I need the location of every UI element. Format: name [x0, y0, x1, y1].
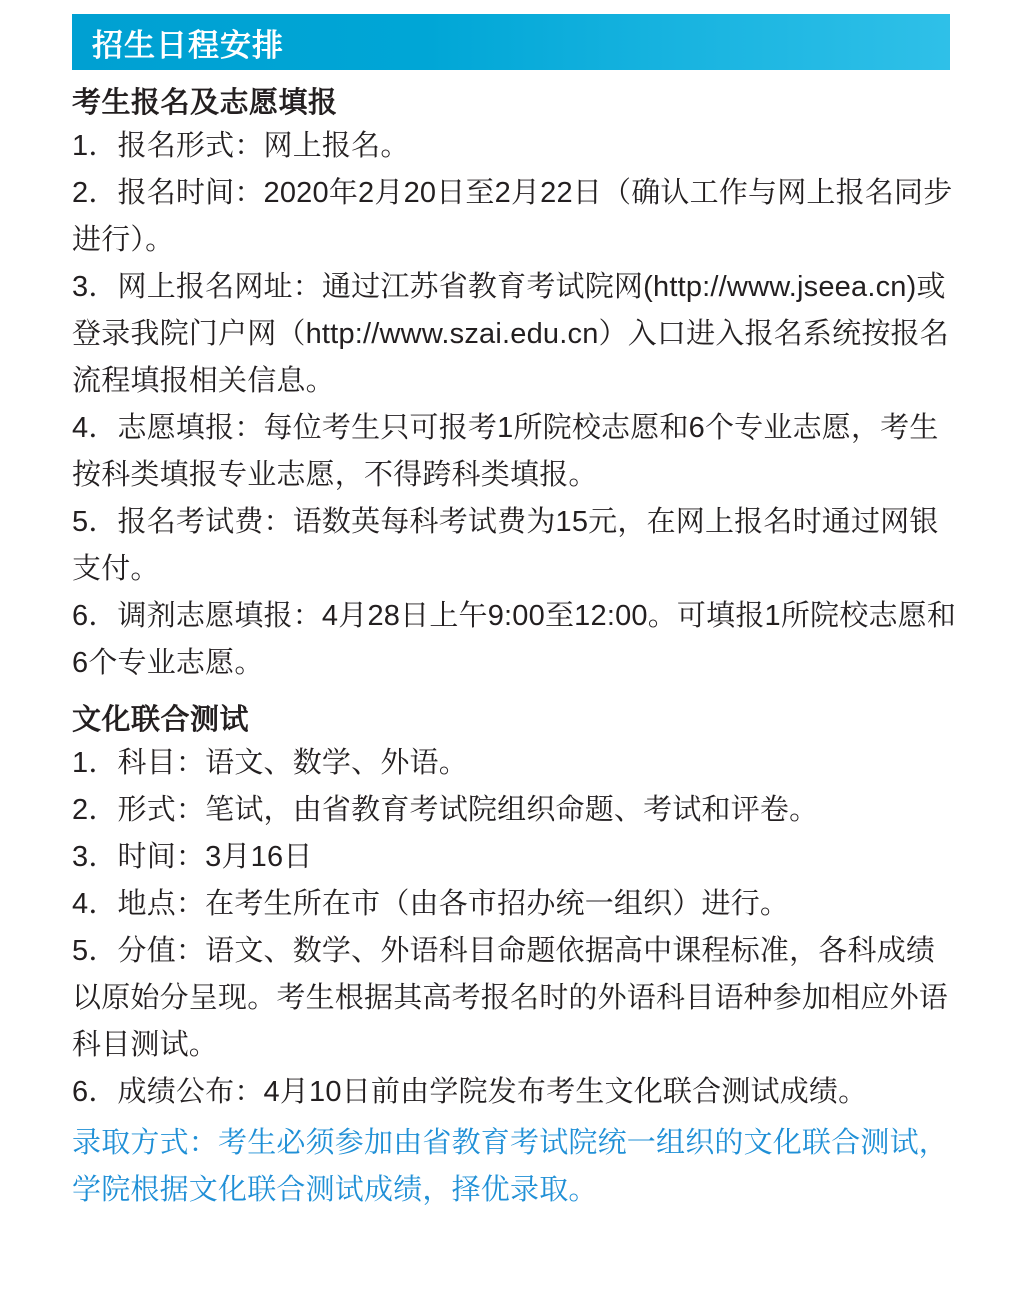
banner-title: 招生日程安排	[92, 27, 284, 63]
list-item: 5．分值：语文、数学、外语科目命题依据高中课程标准，各科成绩以原始分呈现。考生根据其高考报名时的外语科目语种参加相应外语科目测试。	[72, 935, 949, 1061]
list-item: 5．报名考试费：语数英每科考试费为15元，在网上报名时通过网银支付。	[72, 506, 939, 585]
section-heading: 考生报名及志愿填报	[72, 87, 338, 119]
list-item: 3．网上报名网址：通过江苏省教育考试院网(http://www.jseea.cn)或登录我院门户网（http://www.szai.edu.cn）入口进入报名系统按报名流程填报相关信息。	[72, 271, 949, 397]
list-item: 2．报名时间：2020年2月20日至2月22日（确认工作与网上报名同步进行）。	[72, 177, 953, 256]
list-item: 6．成绩公布：4月10日前由学院发布考生文化联合测试成绩。	[72, 1076, 868, 1108]
section-banner	[72, 14, 950, 70]
section-enrollment-registration	[68, 80, 964, 687]
list-item: 4．志愿填报：每位考生只可报考1所院校志愿和6个专业志愿，考生按科类填报专业志愿，不得跨科类填报。	[72, 412, 939, 491]
list-item: 3．时间：3月16日	[72, 841, 313, 873]
list-item: 6．调剂志愿填报：4月28日上午9:00至12:00。可填报1所院校志愿和6个专业志愿。	[72, 600, 957, 679]
admission-method-note: 录取方式：考生必须参加由省教育考试院统一组织的文化联合测试，学院根据文化联合测试成绩，择优录取。	[72, 1127, 949, 1206]
list-item: 4．地点：在考生所在市（由各市招办统一组织）进行。	[72, 888, 790, 920]
section-cultural-joint-test	[68, 697, 964, 1116]
list-item: 1．科目：语文、数学、外语。	[72, 747, 468, 779]
list-item: 1．报名形式：网上报名。	[72, 130, 410, 162]
section-heading: 文化联合测试	[72, 704, 250, 736]
list-item: 2．形式：笔试，由省教育考试院组织命题、考试和评卷。	[72, 794, 819, 826]
